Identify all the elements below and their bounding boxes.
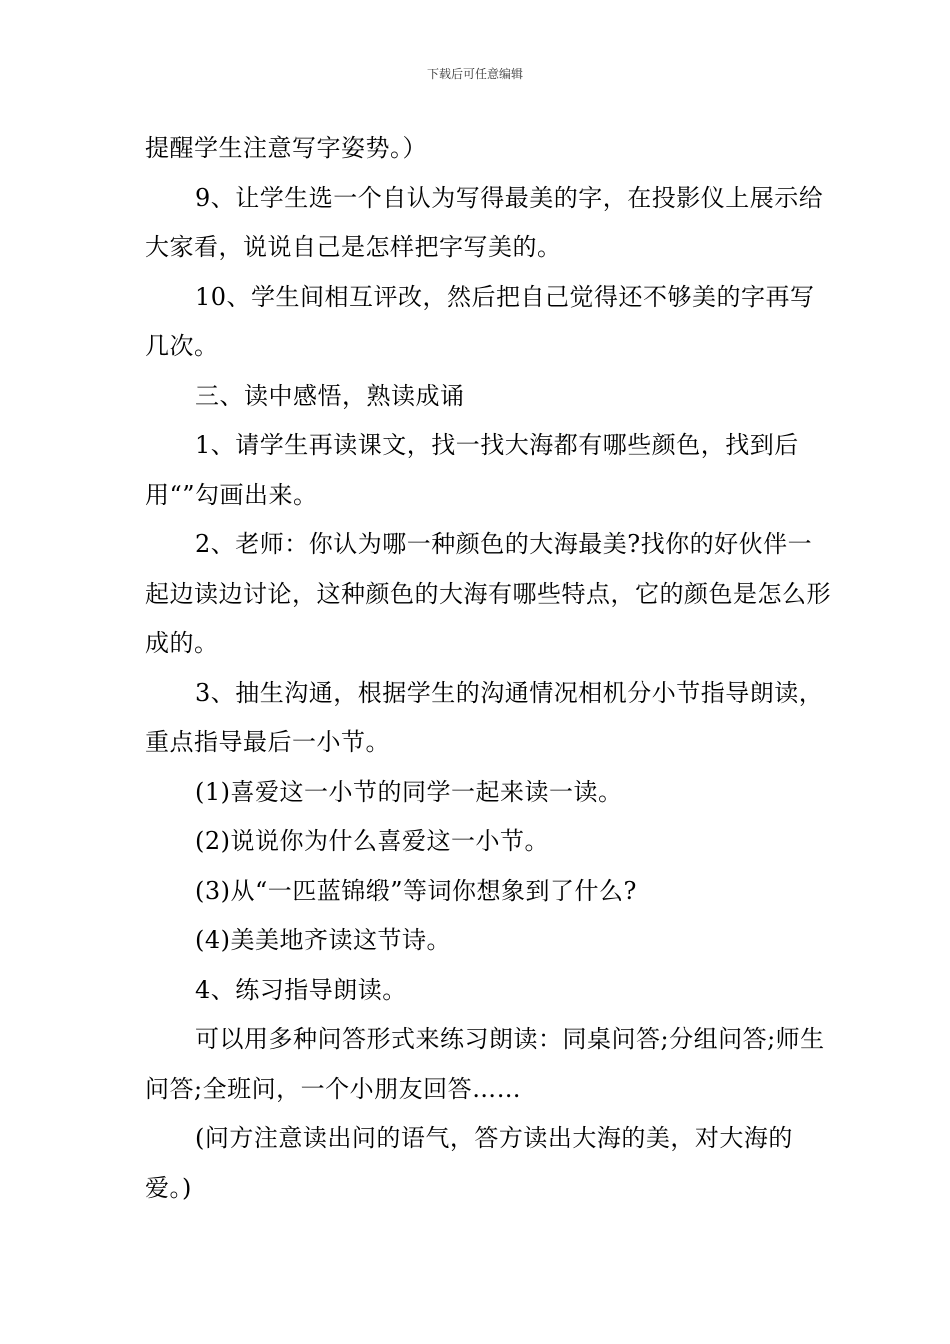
paragraph-2: 9、让学生选一个自认为写得最美的字，在投影仪上展示给大家看，说说自己是怎样把字写美的。 — [145, 183, 824, 261]
page-header: 下载后可任意编辑 — [426, 67, 523, 81]
paragraph-7: 3、抽生沟通，根据学生的沟通情况相机分小节指导朗读，重点指导最后一小节。 — [145, 678, 824, 756]
paragraph-6: 2、老师：你认为哪一种颜色的大海最美?找你的好伙伴一起边读边讨论，这种颜色的大海有哪些特点，它的颜色是怎么形成的。 — [145, 530, 831, 657]
paragraph-13: 可以用多种问答形式来练习朗读：同桌问答;分组问答;师生问答;全班问，一个小朋友回答…… — [145, 1025, 825, 1103]
paragraph-14: (问方注意读出问的语气，答方读出大海的美，对大海的爱。) — [145, 1124, 793, 1202]
paragraph-10: (3)从“一匹蓝锦缎”等词你想象到了什么? — [195, 876, 637, 905]
paragraph-3: 10、学生间相互评改，然后把自己觉得还不够美的字再写几次。 — [145, 282, 815, 360]
document-body — [145, 124, 835, 1213]
paragraph-5: 1、请学生再读课文，找一找大海都有哪些颜色，找到后用“”勾画出来。 — [145, 431, 799, 509]
paragraph-12: 4、练习指导朗读。 — [195, 975, 407, 1004]
paragraph-8: (1)喜爱这一小节的同学一起来读一读。 — [195, 777, 623, 806]
paragraph-11: (4)美美地齐读这节诗。 — [195, 926, 451, 954]
section-heading: 三、读中感悟，熟读成诵 — [195, 381, 465, 410]
paragraph-9: (2)说说你为什么喜爱这一小节。 — [195, 827, 549, 855]
paragraph-1: 提醒学生注意写字姿势。） — [145, 134, 427, 162]
